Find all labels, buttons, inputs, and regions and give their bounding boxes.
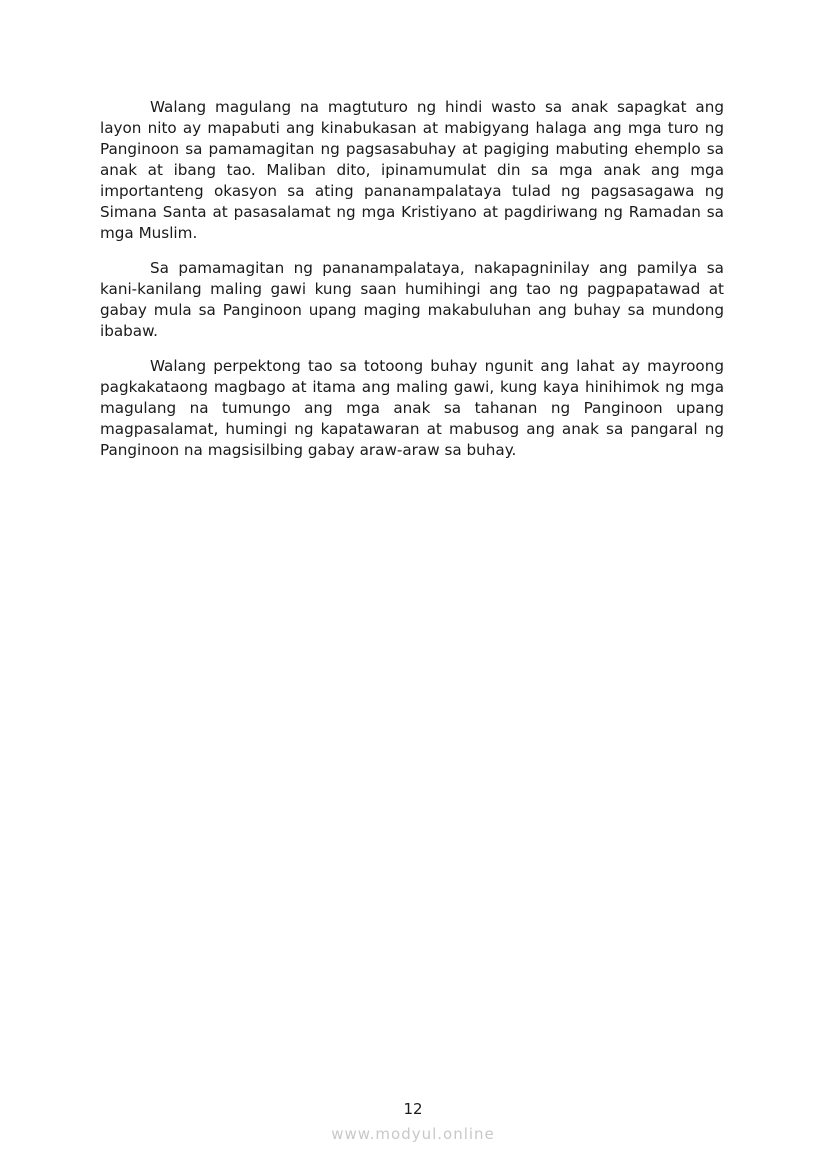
watermark-text: www.modyul.online [331,1125,495,1143]
page-number: 12 [403,1100,423,1118]
paragraph-2: Sa pamamagitan ng pananampalataya, nakapagninilay ang pamilya sa kani-kanilang maling gawi kung saan humihingi ang tao ng pagpapatawad at gabay mula sa Panginoon upang maging makabuluhan ang buhay sa mundong ibabaw. [100,259,724,340]
paragraph-1: Walang magulang na magtuturo ng hindi wasto sa anak sapagkat ang layon nito ay mapabuti ang kinabukasan at mabigyang halaga ang mga turo ng Panginoon sa pamamagitan ng pagsasabuhay at pagiging mabuting ehemplo sa anak at ibang tao. Maliban dito, ipinamumulat din sa mga anak ang mga importanteng okasyon sa ating pananampalataya tulad ng pagsasagawa ng Simana Santa at pasasalamat ng mga Kristiyano at pagdiriwang ng Ramadan sa mga Muslim. [100,98,724,242]
paragraph-3: Walang perpektong tao sa totoong buhay ngunit ang lahat ay mayroong pagkakataong magbago at itama ang maling gawi, kung kaya hinihimok ng mga magulang na tumungo ang mga anak sa tahanan ng Panginoon upang magpasalamat, humingi ng kapatawaran at mabusog ang anak sa pangaral ng Panginoon na magsisilbing gabay araw-araw sa buhay. [100,357,724,459]
document-body [100,97,724,475]
